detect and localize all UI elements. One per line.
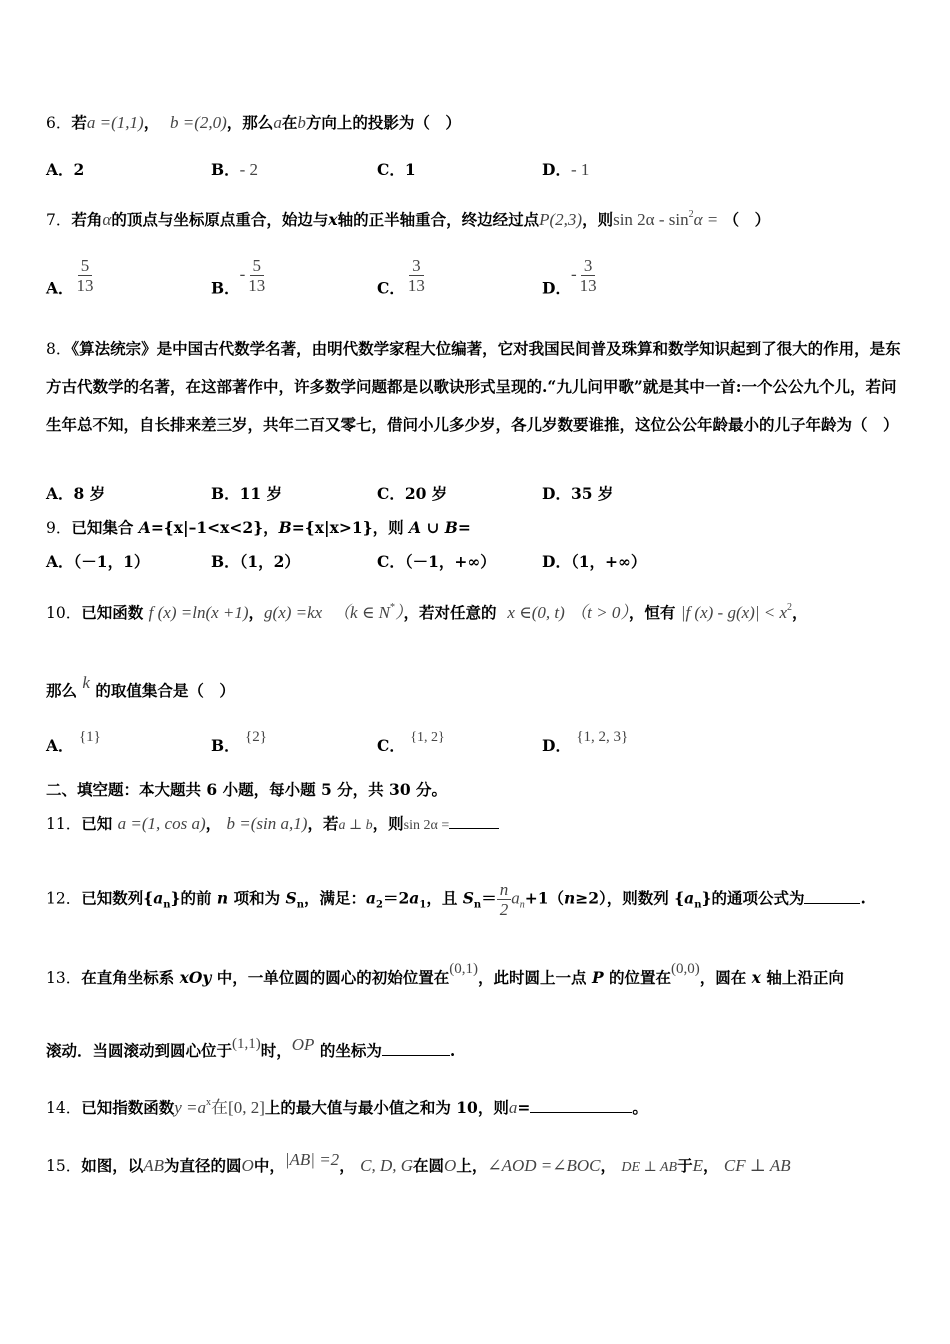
q6-option-a[interactable]: A．2 bbox=[46, 160, 85, 179]
question-6: 6．若a =(1,1)， b =(2,0)，那么a在b方向上的投影为（ ） bbox=[46, 113, 461, 132]
q8-option-b[interactable]: B．11 岁 bbox=[211, 484, 283, 503]
question-11: 11．已知 a =(1, cos a)， b =(sin a,1)，若a ⊥ b，则sin 2α = bbox=[46, 813, 499, 837]
q7-option-d[interactable]: D．- $\frac{3}{13}$ bbox=[542, 256, 597, 298]
q9-option-b[interactable]: B．（1，2） bbox=[211, 552, 300, 571]
q6-number: 6． bbox=[46, 114, 72, 132]
q10-option-b[interactable]: B． {2} bbox=[211, 729, 267, 755]
question-10-line-2: 那么 k 的取值集合是（ ） bbox=[46, 673, 235, 700]
q8-option-c[interactable]: C．20 岁 bbox=[377, 484, 448, 503]
question-9: 9．已知集合 A={x|–1<x<2}，B={x|x>1}，则 A ∪ B= bbox=[46, 518, 471, 537]
q8-option-a[interactable]: A．8 岁 bbox=[46, 484, 106, 503]
question-8: 8．《算法统宗》是中国古代数学名著，由明代数学家程大位编著，它对我国民间普及珠算和数学知识起到了很大的作用，是东方古代数学的名著，在这部著作中，许多数学问题都是以歌诀形式呈现的.“九儿问甲歌”就是其中一首:一个公公九个儿，若问生年总不知，自长排来差三岁，共年二百又零七，借问小儿多少岁，各儿岁数要谁推，这位公公年龄最小的儿子年龄为（ ） bbox=[46, 339, 901, 434]
q12-answer-blank[interactable] bbox=[804, 889, 860, 904]
q13-answer-blank[interactable] bbox=[382, 1041, 450, 1056]
q9-option-c[interactable]: C．（－1，+∞） bbox=[377, 552, 496, 571]
question-7: 7．若角α的顶点与坐标原点重合，始边与x轴的正半轴重合，终边经过点P(2,3)，则$\sin 2\alpha - \sin^2\alpha$ = （ ） bbox=[46, 209, 771, 229]
q6-option-d[interactable]: D．- 1 bbox=[542, 160, 590, 179]
q10-option-d[interactable]: D． {1, 2, 3} bbox=[542, 729, 629, 755]
question-13: 13．在直角坐标系 xOy 中，一单位圆的圆心的初始位置在(0,1)，此时圆上一点 P 的位置在(0,0)，圆在 x 轴上沿正向 bbox=[46, 961, 844, 987]
q9-option-a[interactable]: A．（－1，1） bbox=[46, 552, 150, 571]
question-15: 15．如图，以AB为直径的圆O中，|AB| =2， C, D, G在圆O上，∠AOD =∠BOC， DE ⊥ AB于E， CF ⊥ AB bbox=[46, 1150, 791, 1175]
q6-option-b[interactable]: B．- 2 bbox=[211, 160, 259, 179]
q11-answer-blank[interactable] bbox=[449, 814, 499, 829]
section-heading-fill-in: 二、填空题：本大题共 6 小题，每小题 5 分，共 30 分。 bbox=[46, 780, 448, 799]
question-14: 14．已知指数函数$y =a^x$在[0, 2]上的最大值与最小值之和为 10，则a= 。 bbox=[46, 1097, 648, 1117]
q10-option-c[interactable]: C． {1, 2} bbox=[377, 730, 445, 755]
q6-option-c[interactable]: C．1 bbox=[377, 160, 416, 179]
question-12: 12．已知数列$\{a_n\}$的前 n 项和为 $S_n$，满足：$a_2=2a_1$，且 $S_n=$ $\frac{n}{2}$ $a_n+1(n\ge 2)$，则数列 $\{a_n\}$的通项公式为 . bbox=[46, 880, 866, 919]
q7-option-c[interactable]: C． $\frac{3}{13}$ bbox=[377, 256, 425, 298]
q7-option-a[interactable]: A． $\frac{5}{13}$ bbox=[46, 256, 94, 298]
q7-option-b[interactable]: B．- $\frac{5}{13}$ bbox=[211, 256, 266, 298]
vector-a: a =(1,1) bbox=[86, 113, 144, 132]
q10-option-a[interactable]: A． {1} bbox=[46, 729, 101, 755]
question-13-line-2: 滚动．当圆滚动到圆心位于(1,1)时，OP 的坐标为 . bbox=[46, 1035, 456, 1060]
q9-option-d[interactable]: D．（1，+∞） bbox=[542, 552, 647, 571]
vector-b: b =(2,0) bbox=[170, 113, 227, 132]
question-10: 10．已知函数 f (x) =ln(x +1)，g(x) =kx （k ∈ N*），若对任意的 x ∈(0, t) （t > 0），恒有 |f $(x) - g(x)| < x^2$， bbox=[46, 602, 808, 622]
q14-answer-blank[interactable] bbox=[530, 1098, 632, 1113]
q8-option-d[interactable]: D．35 岁 bbox=[542, 484, 614, 503]
